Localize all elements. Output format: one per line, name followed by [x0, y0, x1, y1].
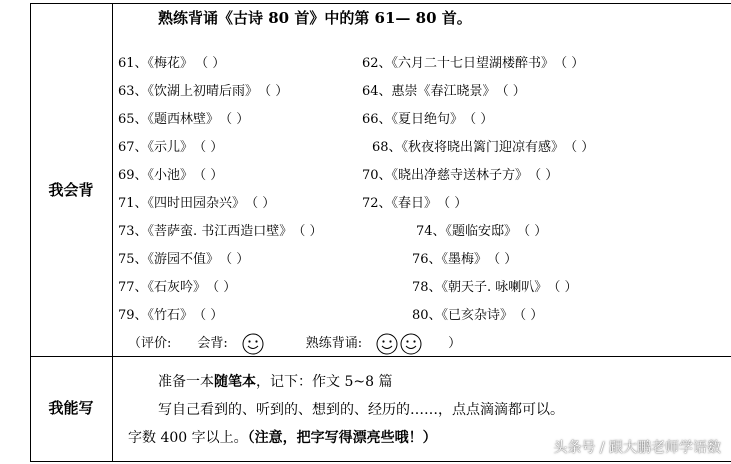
- poem-number: 66、: [362, 112, 392, 127]
- answer-blank[interactable]: （ ）: [437, 196, 468, 211]
- poem-title: 《饮湖上初晴后雨》: [147, 84, 259, 99]
- row-label-write: 我能写: [48, 399, 94, 417]
- poem-title: 《晓出净慈寺送林子方》: [391, 168, 529, 183]
- poem-number: 69、: [118, 168, 148, 183]
- poem-title: 《示儿》: [147, 140, 194, 155]
- poem-number: 70、: [362, 168, 392, 183]
- poem-title: 《六月二十七日望湖楼醉书》: [391, 56, 555, 71]
- answer-blank[interactable]: （ ）: [219, 252, 250, 267]
- recite-label: 会背:: [197, 336, 228, 351]
- write-line-3-pre: 字数 400 字以上。: [128, 430, 248, 446]
- write-line-3-bold: （注意，把字写得漂亮些哦！）: [247, 430, 437, 446]
- answer-blank[interactable]: （ ）: [206, 280, 237, 295]
- evaluation-close: ）: [448, 336, 462, 351]
- poem-number: 68、: [372, 140, 402, 155]
- poem-number: 64、: [362, 84, 392, 99]
- answer-blank[interactable]: （ ）: [292, 224, 323, 239]
- poem-title: 《题西林壁》: [147, 112, 220, 127]
- poem-title: 《竹石》: [147, 308, 194, 323]
- poem-number: 74、: [416, 224, 446, 239]
- answer-blank[interactable]: （ ）: [245, 196, 276, 211]
- poem-item-68: [372, 139, 594, 157]
- answer-blank[interactable]: （ ）: [463, 112, 494, 127]
- table-bottom-border: [30, 461, 731, 462]
- table-top-border: [30, 3, 731, 4]
- answer-blank[interactable]: （ ）: [193, 308, 224, 323]
- poem-title: 《已亥杂诗》: [441, 308, 514, 323]
- poem-number: 61、: [118, 56, 148, 71]
- answer-blank[interactable]: （ ）: [258, 84, 289, 99]
- fluent-label: 熟练背诵:: [305, 336, 363, 351]
- write-line-1: [158, 372, 392, 392]
- poem-number: 78、: [412, 280, 442, 295]
- poem-number: 62、: [362, 56, 392, 71]
- poem-title: 《梅花》: [147, 56, 194, 71]
- answer-blank[interactable]: （ ）: [219, 112, 250, 127]
- poem-item-61: [118, 55, 225, 73]
- smiley-face-icon[interactable]: [376, 333, 398, 355]
- poem-item-76: [412, 251, 517, 269]
- poem-title: 《游园不值》: [147, 252, 220, 267]
- answer-blank[interactable]: （ ）: [513, 308, 544, 323]
- write-line-1-bold: 随笔本: [214, 374, 256, 390]
- poem-item-73: [118, 223, 322, 241]
- smiley-face-icon[interactable]: [400, 333, 422, 355]
- poem-title: 《夏日绝句》: [391, 112, 464, 127]
- write-line-2-text: 写自己看到的、听到的、想到的、经历的……，点点滴滴都可以。: [158, 402, 564, 418]
- watermark: 头条号 / 跟大鹏老师学语数: [553, 440, 721, 456]
- poem-item-62: [362, 55, 584, 73]
- recite-title: 熟练背诵《古诗 80 首》中的第 61— 80 首。: [158, 9, 472, 27]
- answer-blank[interactable]: （ ）: [564, 140, 595, 155]
- poem-title: 《四时田园杂兴》: [147, 196, 246, 211]
- smiley-face-icon[interactable]: [242, 333, 264, 355]
- answer-blank[interactable]: （ ）: [193, 168, 224, 183]
- answer-blank[interactable]: （ ）: [528, 168, 559, 183]
- poem-number: 65、: [118, 112, 148, 127]
- poem-item-67: [118, 139, 223, 157]
- poem-item-66: [362, 111, 493, 129]
- poem-number: 71、: [118, 196, 148, 211]
- answer-blank[interactable]: （ ）: [554, 56, 585, 71]
- answer-blank[interactable]: （ ）: [193, 140, 224, 155]
- answer-blank[interactable]: （ ）: [487, 252, 518, 267]
- poem-number: 76、: [412, 252, 442, 267]
- poem-number: 79、: [118, 308, 148, 323]
- evaluation-open: （评价:: [128, 336, 172, 351]
- table-column-divider: [112, 3, 113, 462]
- poem-item-79: [118, 307, 223, 325]
- poem-number: 72、: [362, 196, 392, 211]
- poem-item-63: [118, 83, 288, 101]
- poem-number: 77、: [118, 280, 148, 295]
- poem-number: 63、: [118, 84, 148, 99]
- poem-title: 《菩萨蛮. 书江西造口壁》: [147, 224, 293, 239]
- poem-item-80: [412, 307, 543, 325]
- poem-item-75: [118, 251, 249, 269]
- poem-title: 《题临安邸》: [445, 224, 518, 239]
- write-line-2: [158, 400, 564, 420]
- poem-number: 80、: [412, 308, 442, 323]
- poem-item-72: [362, 195, 467, 213]
- poem-item-78: [412, 279, 577, 297]
- poem-title: 《石灰吟》: [147, 280, 207, 295]
- row-label-recite: 我会背: [48, 181, 94, 199]
- poem-item-71: [118, 195, 275, 213]
- poem-title: 《墨梅》: [441, 252, 488, 267]
- answer-blank[interactable]: （ ）: [517, 224, 548, 239]
- write-line-1-post: ，记下：作文 5~8 篇: [256, 374, 393, 390]
- poem-title: 惠崇《春江晓景》: [391, 84, 496, 99]
- answer-blank[interactable]: （ ）: [547, 280, 578, 295]
- table-row-divider: [30, 356, 731, 357]
- table-left-border: [30, 3, 31, 462]
- poem-item-65: [118, 111, 249, 129]
- write-line-1-pre: 准备一本: [158, 374, 214, 390]
- evaluation-line: [128, 333, 461, 355]
- poem-title: 《朝天子. 咏喇叭》: [441, 280, 548, 295]
- poem-title: 《春日》: [391, 196, 438, 211]
- poem-title: 《小池》: [147, 168, 194, 183]
- poem-item-70: [362, 167, 558, 185]
- poem-title: 《秋夜将晓出篱门迎凉有感》: [401, 140, 565, 155]
- poem-item-69: [118, 167, 223, 185]
- answer-blank[interactable]: （ ）: [495, 84, 526, 99]
- poem-number: 75、: [118, 252, 148, 267]
- poem-item-64: [362, 83, 526, 101]
- answer-blank[interactable]: （ ）: [195, 56, 226, 71]
- poem-number: 67、: [118, 140, 148, 155]
- poem-item-74: [416, 223, 547, 241]
- write-line-3: [128, 428, 437, 448]
- poem-item-77: [118, 279, 236, 297]
- poem-number: 73、: [118, 224, 148, 239]
